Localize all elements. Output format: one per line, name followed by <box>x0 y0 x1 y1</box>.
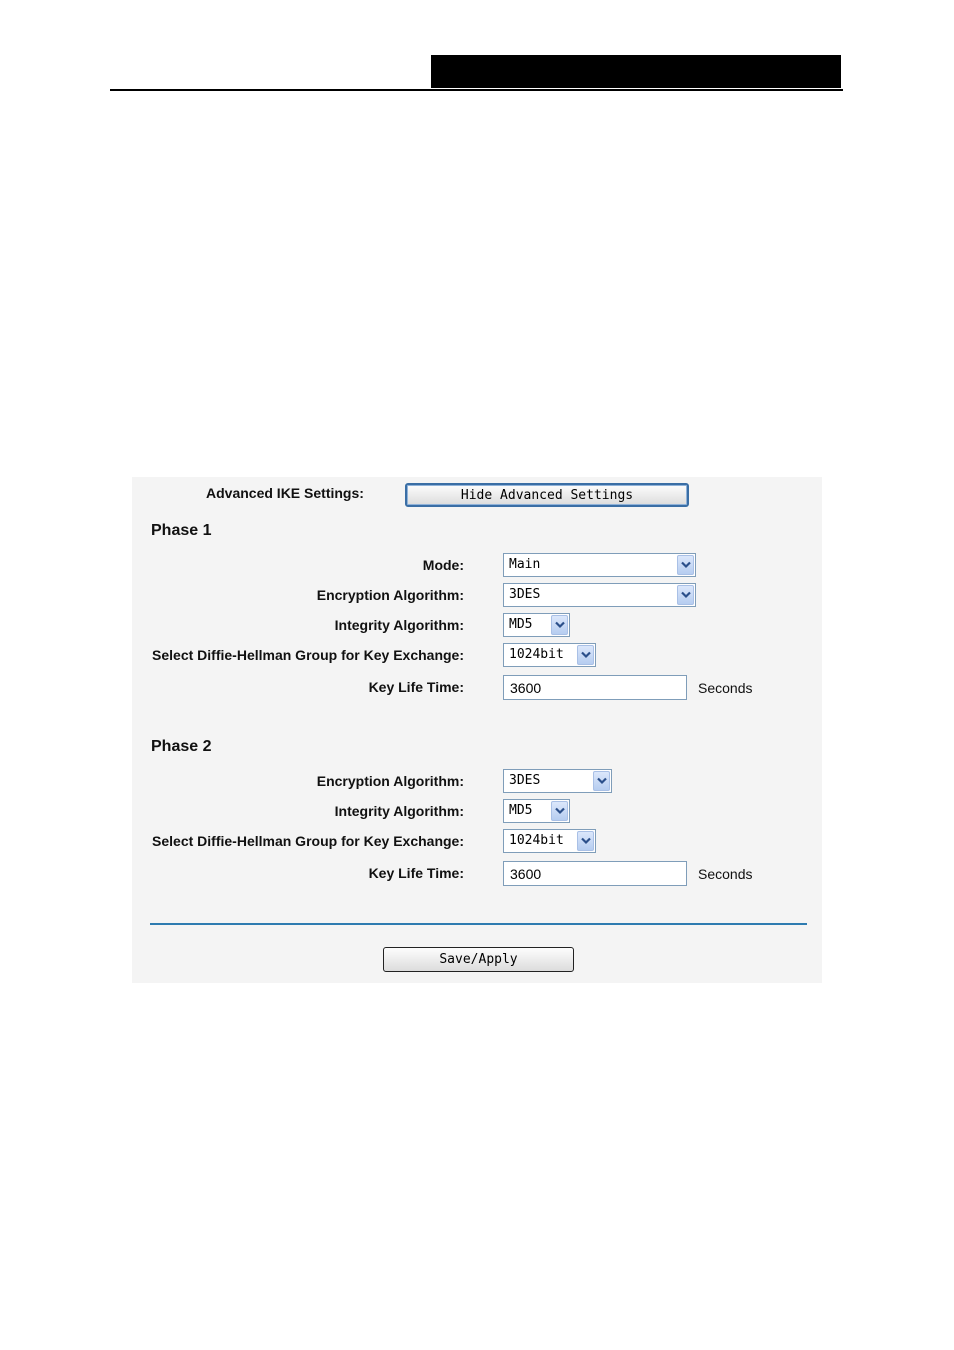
phase1-dh-group-select[interactable] <box>503 643 596 667</box>
header-bar <box>431 55 841 88</box>
phase2-dh-group-select[interactable] <box>503 829 596 853</box>
phase2-dh-group-label: Select Diffie-Hellman Group for Key Exchange: <box>152 833 464 849</box>
phase1-integrity-value: MD5 <box>509 617 533 632</box>
phase1-mode-value: Main <box>509 557 541 572</box>
hide-advanced-settings-button[interactable]: Hide Advanced Settings <box>405 483 689 507</box>
phase1-key-life-unit: Seconds <box>698 680 753 696</box>
phase1-dh-group-value: 1024bit <box>509 647 564 662</box>
phase1-integrity-select[interactable] <box>503 613 570 637</box>
phase1-encryption-value: 3DES <box>509 587 541 602</box>
advanced-ike-label: Advanced IKE Settings: <box>206 485 364 501</box>
phase1-mode-label: Mode: <box>422 557 464 573</box>
phase2-integrity-label: Integrity Algorithm: <box>334 803 464 819</box>
chevron-down-icon[interactable] <box>677 555 694 575</box>
phase1-mode-select[interactable] <box>503 553 696 577</box>
phase2-key-life-input[interactable] <box>503 861 687 886</box>
phase1-integrity-label: Integrity Algorithm: <box>334 617 464 633</box>
chevron-down-icon[interactable] <box>577 645 594 665</box>
chevron-down-icon[interactable] <box>593 771 610 791</box>
section-divider <box>150 923 807 925</box>
phase2-encryption-label: Encryption Algorithm: <box>316 773 464 789</box>
phase1-title: Phase 1 <box>151 522 212 539</box>
chevron-down-icon[interactable] <box>577 831 594 851</box>
phase1-dh-group-label: Select Diffie-Hellman Group for Key Exchange: <box>152 647 464 663</box>
phase1-encryption-label: Encryption Algorithm: <box>316 587 464 603</box>
save-apply-button[interactable]: Save/Apply <box>383 947 574 972</box>
phase2-title: Phase 2 <box>151 738 212 755</box>
phase1-key-life-label: Key Life Time: <box>368 679 464 695</box>
chevron-down-icon[interactable] <box>677 585 694 605</box>
ike-settings-panel <box>132 477 822 983</box>
chevron-down-icon[interactable] <box>551 801 568 821</box>
phase2-integrity-value: MD5 <box>509 803 533 818</box>
header-rule <box>110 89 843 91</box>
phase2-key-life-label: Key Life Time: <box>368 865 464 881</box>
phase2-integrity-select[interactable] <box>503 799 570 823</box>
chevron-down-icon[interactable] <box>551 615 568 635</box>
phase2-encryption-select[interactable] <box>503 769 612 793</box>
phase1-encryption-select[interactable] <box>503 583 696 607</box>
phase2-encryption-value: 3DES <box>509 773 541 788</box>
phase2-key-life-unit: Seconds <box>698 866 753 882</box>
phase2-dh-group-value: 1024bit <box>509 833 564 848</box>
phase1-key-life-input[interactable] <box>503 675 687 700</box>
